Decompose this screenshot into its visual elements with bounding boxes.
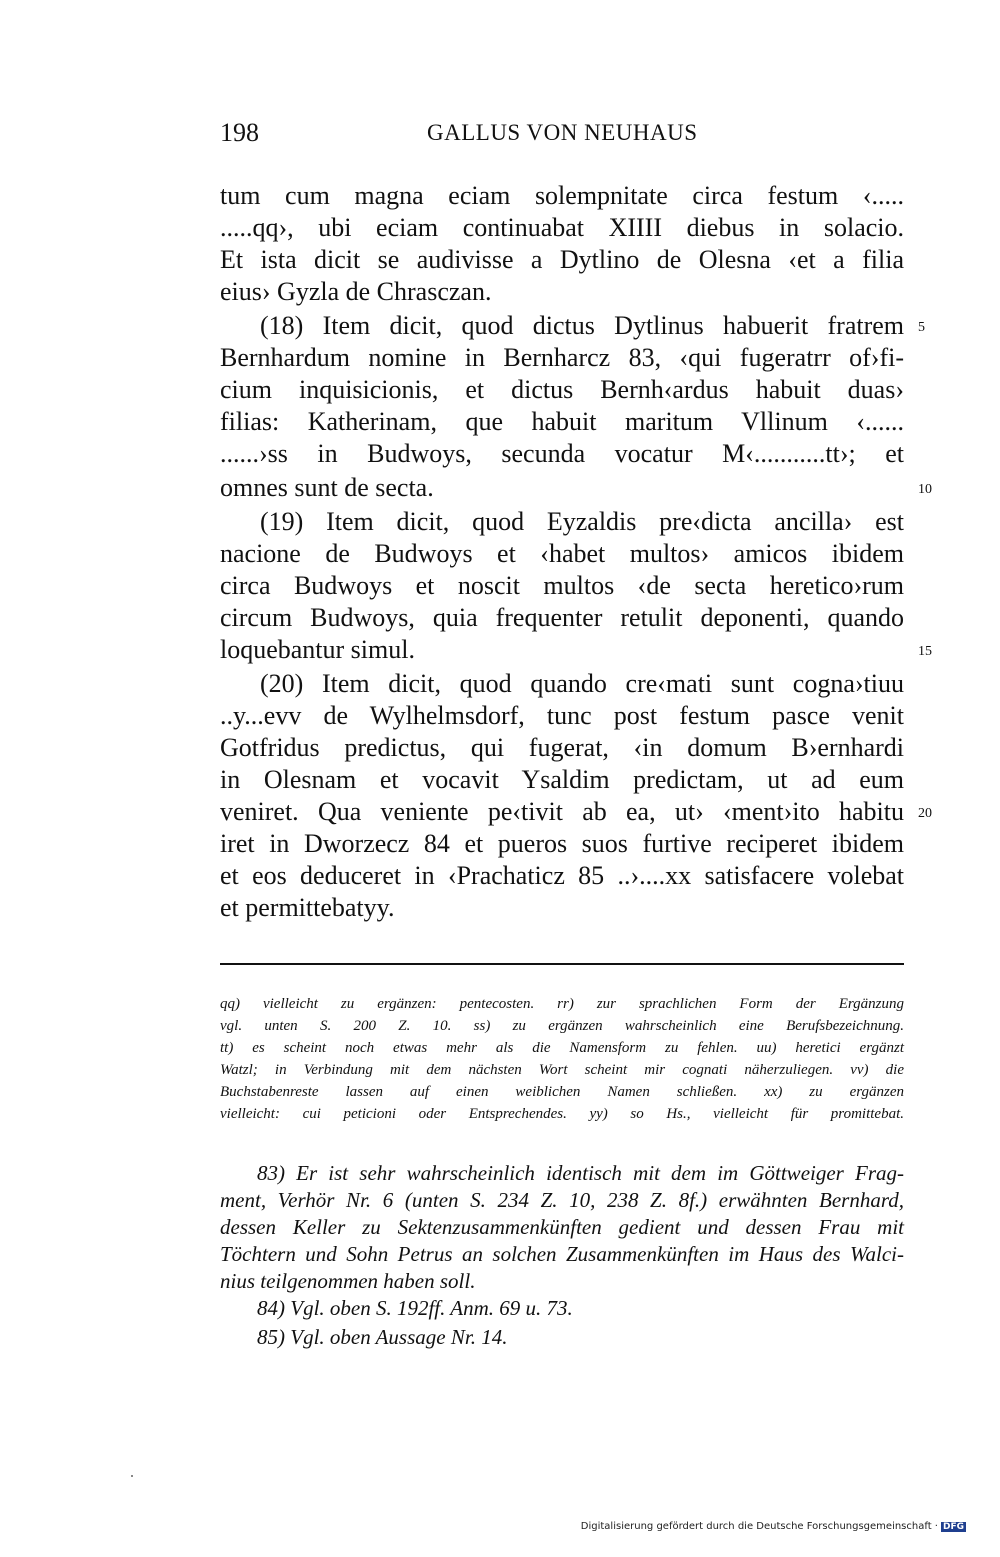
scan-speck bbox=[131, 1475, 133, 1477]
text-line: loquebantur simul. bbox=[220, 635, 415, 664]
text-line: (18) Item dicit, quod dictus Dytlinus habuerit fratrem bbox=[260, 311, 904, 340]
text-line: circa Budwoys et noscit multos ‹de secta heretico›rum bbox=[220, 571, 904, 600]
apparatus-line: Buchstabenreste lassen auf einen weiblichen Namen schließen. xx) zu ergänzen bbox=[220, 1084, 904, 1100]
line-number: 5 bbox=[918, 320, 925, 335]
text-line: .....qq›, ubi eciam continuabat XIIII diebus in solacio. bbox=[220, 213, 904, 242]
footnote-line: 83) Er ist sehr wahrscheinlich identisch mit dem im Göttweiger Frag- bbox=[257, 1161, 904, 1185]
text-line: (20) Item dicit, quod quando cre‹mati sunt cogna›tiuu bbox=[260, 669, 904, 698]
text-line: in Olesnam et vocavit Ysaldim predictam, ut ad eum bbox=[220, 765, 904, 794]
text-line: Gotfridus predictus, qui fugerat, ‹in domum B›ernhardi bbox=[220, 733, 904, 762]
apparatus-line: vgl. unten S. 200 Z. 10. ss) zu ergänzen wahrscheinlich eine Berufsbezeichnung. bbox=[220, 1018, 904, 1034]
footnote-line: ment, Verhör Nr. 6 (unten S. 234 Z. 10, 238 Z. 8f.) erwähnten Bernhard, bbox=[220, 1188, 904, 1212]
text-line: iret in Dworzecz 84 et pueros suos furtive reciperet ibidem bbox=[220, 829, 904, 858]
text-line: tum cum magna eciam solempnitate circa festum ‹..... bbox=[220, 181, 904, 210]
footnote-line: 85) Vgl. oben Aussage Nr. 14. bbox=[257, 1325, 508, 1349]
text-line: eius› Gyzla de Chrasczan. bbox=[220, 277, 492, 306]
text-line: Et ista dicit se audivisse a Dytlino de Olesna ‹et a filia bbox=[220, 245, 904, 274]
text-line: veniret. Qua veniente pe‹tivit ab ea, ut› ‹ment›ito habitu bbox=[220, 797, 904, 826]
line-number: 15 bbox=[918, 644, 932, 659]
footnote-line: 84) Vgl. oben S. 192ff. Anm. 69 u. 73. bbox=[257, 1296, 573, 1320]
text-line: et permittebatyy. bbox=[220, 893, 395, 922]
line-number: 20 bbox=[918, 806, 932, 821]
apparatus-line: Watzl; in Verbindung mit dem nächsten Wort scheint mir cognati näherzuliegen. vv) die bbox=[220, 1062, 904, 1078]
text-line: cium inquisicionis, et dictus Bernh‹ardus habuit duas› bbox=[220, 375, 904, 404]
apparatus-line: qq) vielleicht zu ergänzen: pentecosten. rr) zur sprachlichen Form der Ergänzung bbox=[220, 996, 904, 1012]
page-number: 198 bbox=[220, 118, 259, 147]
digitization-credit bbox=[581, 1521, 966, 1532]
dfg-logo: DFG bbox=[942, 1522, 964, 1532]
text-line: ..y...evv de Wylhelmsdorf, tunc post festum pasce venit bbox=[220, 701, 904, 730]
text-line: filias: Katherinam, que habuit maritum Vllinum ‹...... bbox=[220, 407, 904, 436]
text-line: nacione de Budwoys et ‹habet multos› amicos ibidem bbox=[220, 539, 904, 568]
text-line: circum Budwoys, quia frequenter retulit deponenti, quando bbox=[220, 603, 904, 632]
text-line: et eos deduceret in ‹Prachaticz 85 ..›....xx satisfacere volebat bbox=[220, 861, 904, 890]
running-title: GALLUS VON NEUHAUS bbox=[427, 120, 698, 145]
separator-rule bbox=[220, 963, 904, 965]
apparatus-line: vielleicht: cui peticioni oder Entsprechendes. yy) so Hs., vielleicht für promittebat. bbox=[220, 1106, 904, 1122]
credit-text: Digitalisierung gefördert durch die Deutsche Forschungsgemeinschaft · bbox=[580, 1521, 938, 1532]
footnote-line: Töchtern und Sohn Petrus an solchen Zusammenkünften im Haus des Walci- bbox=[220, 1242, 904, 1266]
text-line: (19) Item dicit, quod Eyzaldis pre‹dicta ancilla› est bbox=[260, 507, 904, 536]
apparatus-line: tt) es scheint noch etwas mehr als die Namensform zu fehlen. uu) heretici ergänzt bbox=[220, 1040, 904, 1056]
footnote-line: nius teilgenommen haben soll. bbox=[220, 1269, 476, 1293]
text-line: Bernhardum nomine in Bernharcz 83, ‹qui fugeratrr of›fi- bbox=[220, 343, 904, 372]
text-line: ......›ss in Budwoys, secunda vocatur M‹...........tt›; et bbox=[220, 439, 904, 468]
line-number: 10 bbox=[918, 482, 932, 497]
footnote-line: dessen Keller zu Sektenzusammenkünften gedient und dessen Frau mit bbox=[220, 1215, 904, 1239]
text-line: omnes sunt de secta. bbox=[220, 473, 434, 502]
